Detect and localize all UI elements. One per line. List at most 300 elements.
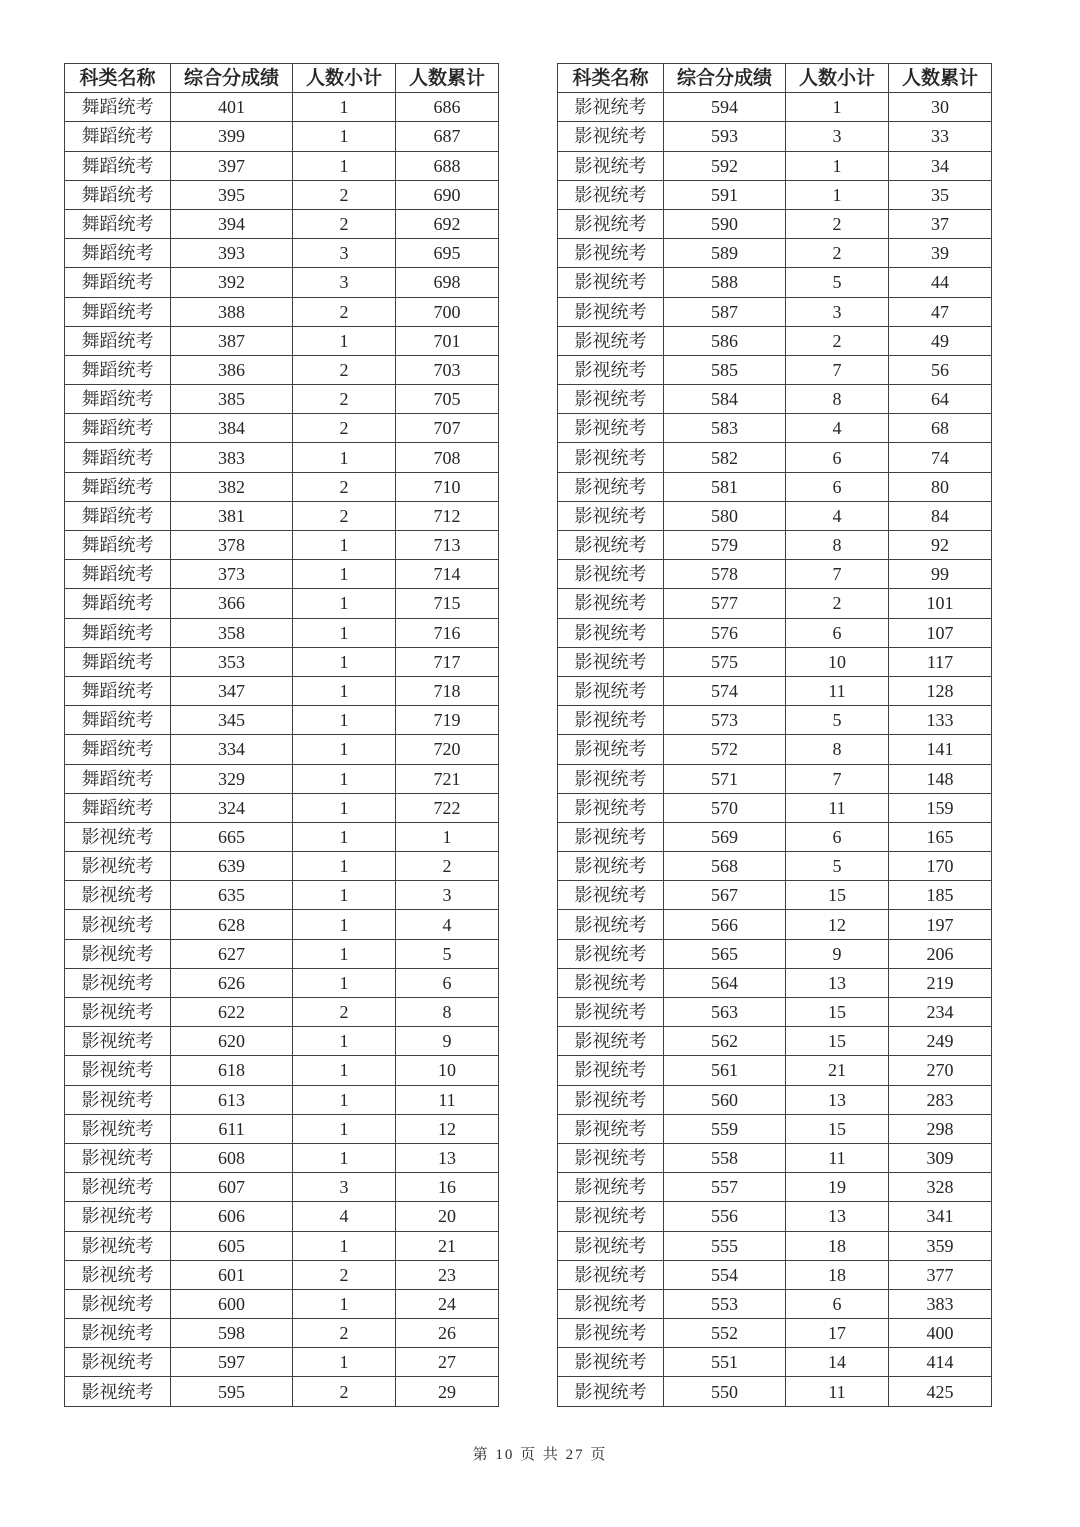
category-cell: 舞蹈统考 <box>65 764 171 793</box>
score-cell: 584 <box>664 385 786 414</box>
subtotal-cell: 17 <box>786 1319 889 1348</box>
subtotal-cell: 7 <box>786 560 889 589</box>
subtotal-cell: 1 <box>293 706 396 735</box>
score-cell: 572 <box>664 735 786 764</box>
score-cell: 566 <box>664 910 786 939</box>
cumulative-cell: 713 <box>396 531 499 560</box>
category-cell: 舞蹈统考 <box>65 676 171 705</box>
score-cell: 628 <box>171 910 293 939</box>
score-cell: 550 <box>664 1377 786 1406</box>
score-cell: 394 <box>171 209 293 238</box>
score-cell: 334 <box>171 735 293 764</box>
table-row <box>558 852 992 881</box>
table-row <box>558 1114 992 1143</box>
subtotal-cell: 1 <box>293 1027 396 1056</box>
subtotal-cell: 10 <box>786 647 889 676</box>
score-cell: 581 <box>664 472 786 501</box>
table-row <box>65 998 499 1027</box>
cumulative-cell: 722 <box>396 793 499 822</box>
category-cell: 影视统考 <box>558 822 664 851</box>
score-cell: 635 <box>171 881 293 910</box>
cumulative-cell: 712 <box>396 501 499 530</box>
table-row <box>558 209 992 238</box>
score-cell: 554 <box>664 1260 786 1289</box>
category-cell: 影视统考 <box>558 239 664 268</box>
category-cell: 影视统考 <box>558 1056 664 1085</box>
cumulative-cell: 695 <box>396 239 499 268</box>
category-cell: 影视统考 <box>558 443 664 472</box>
subtotal-cell: 1 <box>293 676 396 705</box>
cumulative-cell: 4 <box>396 910 499 939</box>
subtotal-cell: 8 <box>786 385 889 414</box>
score-cell: 570 <box>664 793 786 822</box>
score-cell: 587 <box>664 297 786 326</box>
table-row <box>65 385 499 414</box>
cumulative-cell: 686 <box>396 93 499 122</box>
cumulative-cell: 400 <box>889 1319 992 1348</box>
cumulative-cell: 721 <box>396 764 499 793</box>
table-row <box>65 822 499 851</box>
cumulative-cell: 9 <box>396 1027 499 1056</box>
subtotal-cell: 4 <box>293 1202 396 1231</box>
table-row <box>558 414 992 443</box>
category-cell: 影视统考 <box>558 268 664 297</box>
table-row <box>558 1056 992 1085</box>
score-cell: 573 <box>664 706 786 735</box>
subtotal-cell: 1 <box>786 93 889 122</box>
subtotal-cell: 1 <box>293 122 396 151</box>
category-cell: 影视统考 <box>65 968 171 997</box>
category-cell: 影视统考 <box>558 151 664 180</box>
subtotal-cell: 6 <box>786 822 889 851</box>
subtotal-cell: 14 <box>786 1348 889 1377</box>
subtotal-cell: 2 <box>786 326 889 355</box>
subtotal-cell: 8 <box>786 735 889 764</box>
score-cell: 594 <box>664 93 786 122</box>
category-cell: 影视统考 <box>558 618 664 647</box>
subtotal-cell: 9 <box>786 939 889 968</box>
score-cell: 345 <box>171 706 293 735</box>
table-row <box>558 1319 992 1348</box>
score-cell: 665 <box>171 822 293 851</box>
score-cell: 586 <box>664 326 786 355</box>
table-row <box>558 1231 992 1260</box>
cumulative-cell: 141 <box>889 735 992 764</box>
subtotal-cell: 1 <box>293 1143 396 1172</box>
table-row <box>558 1143 992 1172</box>
cumulative-cell: 33 <box>889 122 992 151</box>
category-cell: 影视统考 <box>558 326 664 355</box>
subtotal-cell: 5 <box>786 268 889 297</box>
subtotal-cell: 7 <box>786 764 889 793</box>
column-header: 人数累计 <box>889 64 992 93</box>
table-row <box>558 735 992 764</box>
score-cell: 329 <box>171 764 293 793</box>
subtotal-cell: 1 <box>293 151 396 180</box>
subtotal-cell: 4 <box>786 414 889 443</box>
subtotal-cell: 6 <box>786 443 889 472</box>
subtotal-cell: 2 <box>293 385 396 414</box>
table-row <box>65 472 499 501</box>
subtotal-cell: 2 <box>293 180 396 209</box>
table-row <box>65 852 499 881</box>
subtotal-cell: 13 <box>786 968 889 997</box>
cumulative-cell: 234 <box>889 998 992 1027</box>
subtotal-cell: 15 <box>786 1114 889 1143</box>
score-cell: 324 <box>171 793 293 822</box>
table-row <box>558 910 992 939</box>
score-cell: 562 <box>664 1027 786 1056</box>
table-row <box>558 531 992 560</box>
table-row <box>558 1289 992 1318</box>
table-row <box>65 968 499 997</box>
score-cell: 381 <box>171 501 293 530</box>
subtotal-cell: 1 <box>293 647 396 676</box>
subtotal-cell: 1 <box>786 151 889 180</box>
cumulative-cell: 707 <box>396 414 499 443</box>
cumulative-cell: 117 <box>889 647 992 676</box>
cumulative-cell: 64 <box>889 385 992 414</box>
subtotal-cell: 8 <box>786 531 889 560</box>
table-row <box>558 297 992 326</box>
cumulative-cell: 1 <box>396 822 499 851</box>
category-cell: 影视统考 <box>558 209 664 238</box>
cumulative-cell: 11 <box>396 1085 499 1114</box>
score-cell: 583 <box>664 414 786 443</box>
category-cell: 影视统考 <box>65 1260 171 1289</box>
score-cell: 392 <box>171 268 293 297</box>
cumulative-cell: 16 <box>396 1173 499 1202</box>
cumulative-cell: 44 <box>889 268 992 297</box>
score-cell: 397 <box>171 151 293 180</box>
table-row <box>65 881 499 910</box>
category-cell: 舞蹈统考 <box>65 355 171 384</box>
subtotal-cell: 1 <box>293 1056 396 1085</box>
table-row <box>558 618 992 647</box>
cumulative-cell: 687 <box>396 122 499 151</box>
cumulative-cell: 720 <box>396 735 499 764</box>
page-number-footer: 第 10 页 共 27 页 <box>472 1447 608 1463</box>
table-row <box>65 1231 499 1260</box>
table-row <box>558 151 992 180</box>
cumulative-cell: 185 <box>889 881 992 910</box>
category-cell: 影视统考 <box>558 1231 664 1260</box>
score-cell: 560 <box>664 1085 786 1114</box>
cumulative-cell: 309 <box>889 1143 992 1172</box>
score-cell: 383 <box>171 443 293 472</box>
table-row <box>558 443 992 472</box>
subtotal-cell: 15 <box>786 1027 889 1056</box>
table-row <box>558 706 992 735</box>
category-cell: 影视统考 <box>558 560 664 589</box>
table-row <box>65 1377 499 1406</box>
subtotal-cell: 1 <box>293 589 396 618</box>
subtotal-cell: 18 <box>786 1231 889 1260</box>
subtotal-cell: 1 <box>786 180 889 209</box>
subtotal-cell: 1 <box>293 1114 396 1143</box>
score-cell: 386 <box>171 355 293 384</box>
score-cell: 387 <box>171 326 293 355</box>
score-cell: 556 <box>664 1202 786 1231</box>
category-cell: 影视统考 <box>558 735 664 764</box>
table-row <box>65 1143 499 1172</box>
category-cell: 舞蹈统考 <box>65 531 171 560</box>
table-row <box>558 93 992 122</box>
category-cell: 舞蹈统考 <box>65 501 171 530</box>
category-cell: 影视统考 <box>558 1114 664 1143</box>
subtotal-cell: 6 <box>786 472 889 501</box>
cumulative-cell: 703 <box>396 355 499 384</box>
cumulative-cell: 24 <box>396 1289 499 1318</box>
score-cell: 577 <box>664 589 786 618</box>
cumulative-cell: 80 <box>889 472 992 501</box>
table-row <box>558 676 992 705</box>
category-cell: 影视统考 <box>558 881 664 910</box>
cumulative-cell: 2 <box>396 852 499 881</box>
subtotal-cell: 15 <box>786 998 889 1027</box>
table-row <box>65 414 499 443</box>
category-cell: 影视统考 <box>65 1348 171 1377</box>
column-header: 人数小计 <box>786 64 889 93</box>
table-row <box>558 589 992 618</box>
category-cell: 影视统考 <box>558 968 664 997</box>
category-cell: 舞蹈统考 <box>65 326 171 355</box>
category-cell: 影视统考 <box>558 1085 664 1114</box>
subtotal-cell: 12 <box>786 910 889 939</box>
score-cell: 622 <box>171 998 293 1027</box>
subtotal-cell: 13 <box>786 1085 889 1114</box>
category-cell: 影视统考 <box>558 1143 664 1172</box>
cumulative-cell: 170 <box>889 852 992 881</box>
score-cell: 590 <box>664 209 786 238</box>
table-row <box>65 1114 499 1143</box>
category-cell: 舞蹈统考 <box>65 618 171 647</box>
cumulative-cell: 197 <box>889 910 992 939</box>
score-cell: 385 <box>171 385 293 414</box>
cumulative-cell: 717 <box>396 647 499 676</box>
subtotal-cell: 2 <box>293 1377 396 1406</box>
score-cell: 579 <box>664 531 786 560</box>
cumulative-cell: 718 <box>396 676 499 705</box>
category-cell: 影视统考 <box>558 1319 664 1348</box>
cumulative-cell: 74 <box>889 443 992 472</box>
score-cell: 567 <box>664 881 786 910</box>
category-cell: 影视统考 <box>558 1027 664 1056</box>
cumulative-cell: 701 <box>396 326 499 355</box>
score-cell: 553 <box>664 1289 786 1318</box>
category-cell: 影视统考 <box>558 647 664 676</box>
table-row <box>558 968 992 997</box>
table-row <box>65 589 499 618</box>
table-row <box>65 326 499 355</box>
table-row <box>65 268 499 297</box>
category-cell: 舞蹈统考 <box>65 472 171 501</box>
subtotal-cell: 1 <box>293 1085 396 1114</box>
subtotal-cell: 1 <box>293 618 396 647</box>
table-row <box>558 1027 992 1056</box>
score-cell: 551 <box>664 1348 786 1377</box>
subtotal-cell: 18 <box>786 1260 889 1289</box>
header-row <box>65 64 499 93</box>
category-cell: 舞蹈统考 <box>65 297 171 326</box>
category-cell: 舞蹈统考 <box>65 793 171 822</box>
table-row <box>558 1377 992 1406</box>
table-row <box>65 706 499 735</box>
subtotal-cell: 2 <box>786 589 889 618</box>
category-cell: 影视统考 <box>65 910 171 939</box>
cumulative-cell: 270 <box>889 1056 992 1085</box>
table-row <box>65 764 499 793</box>
score-cell: 393 <box>171 239 293 268</box>
cumulative-cell: 165 <box>889 822 992 851</box>
score-table-right <box>557 63 992 1407</box>
category-cell: 影视统考 <box>65 939 171 968</box>
score-cell: 395 <box>171 180 293 209</box>
subtotal-cell: 1 <box>293 793 396 822</box>
category-cell: 舞蹈统考 <box>65 122 171 151</box>
category-cell: 影视统考 <box>558 589 664 618</box>
cumulative-cell: 5 <box>396 939 499 968</box>
score-cell: 600 <box>171 1289 293 1318</box>
score-cell: 358 <box>171 618 293 647</box>
table-row <box>558 764 992 793</box>
score-cell: 353 <box>171 647 293 676</box>
subtotal-cell: 1 <box>293 531 396 560</box>
score-cell: 601 <box>171 1260 293 1289</box>
subtotal-cell: 21 <box>786 1056 889 1085</box>
subtotal-cell: 1 <box>293 443 396 472</box>
category-cell: 影视统考 <box>558 531 664 560</box>
table-row <box>65 1260 499 1289</box>
category-cell: 舞蹈统考 <box>65 443 171 472</box>
subtotal-cell: 11 <box>786 1377 889 1406</box>
category-cell: 舞蹈统考 <box>65 180 171 209</box>
cumulative-cell: 3 <box>396 881 499 910</box>
subtotal-cell: 5 <box>786 706 889 735</box>
score-cell: 611 <box>171 1114 293 1143</box>
category-cell: 影视统考 <box>558 385 664 414</box>
score-cell: 557 <box>664 1173 786 1202</box>
column-header: 科类名称 <box>558 64 664 93</box>
score-cell: 595 <box>171 1377 293 1406</box>
category-cell: 影视统考 <box>558 93 664 122</box>
category-cell: 影视统考 <box>65 998 171 1027</box>
column-header: 人数累计 <box>396 64 499 93</box>
cumulative-cell: 101 <box>889 589 992 618</box>
category-cell: 影视统考 <box>558 1348 664 1377</box>
table-row <box>65 93 499 122</box>
score-cell: 574 <box>664 676 786 705</box>
subtotal-cell: 2 <box>293 1319 396 1348</box>
category-cell: 影视统考 <box>65 1231 171 1260</box>
category-cell: 影视统考 <box>65 1114 171 1143</box>
subtotal-cell: 1 <box>293 822 396 851</box>
category-cell: 影视统考 <box>65 822 171 851</box>
subtotal-cell: 2 <box>293 1260 396 1289</box>
table-row <box>558 881 992 910</box>
subtotal-cell: 2 <box>293 355 396 384</box>
category-cell: 影视统考 <box>65 1085 171 1114</box>
table-row <box>65 297 499 326</box>
table-row <box>65 531 499 560</box>
table-row <box>65 1289 499 1318</box>
category-cell: 影视统考 <box>558 122 664 151</box>
category-cell: 舞蹈统考 <box>65 93 171 122</box>
cumulative-cell: 49 <box>889 326 992 355</box>
category-cell: 影视统考 <box>558 1173 664 1202</box>
score-cell: 373 <box>171 560 293 589</box>
score-cell: 627 <box>171 939 293 968</box>
score-cell: 568 <box>664 852 786 881</box>
cumulative-cell: 8 <box>396 998 499 1027</box>
category-cell: 舞蹈统考 <box>65 239 171 268</box>
category-cell: 影视统考 <box>65 1173 171 1202</box>
column-header: 综合分成绩 <box>171 64 293 93</box>
score-cell: 563 <box>664 998 786 1027</box>
score-cell: 598 <box>171 1319 293 1348</box>
subtotal-cell: 11 <box>786 793 889 822</box>
score-cell: 401 <box>171 93 293 122</box>
category-cell: 舞蹈统考 <box>65 385 171 414</box>
category-cell: 影视统考 <box>65 1319 171 1348</box>
cumulative-cell: 719 <box>396 706 499 735</box>
subtotal-cell: 2 <box>786 239 889 268</box>
category-cell: 影视统考 <box>65 1056 171 1085</box>
score-cell: 384 <box>171 414 293 443</box>
table-row <box>558 355 992 384</box>
subtotal-cell: 3 <box>786 122 889 151</box>
score-cell: 347 <box>171 676 293 705</box>
subtotal-cell: 1 <box>293 881 396 910</box>
subtotal-cell: 15 <box>786 881 889 910</box>
category-cell: 舞蹈统考 <box>65 209 171 238</box>
cumulative-cell: 29 <box>396 1377 499 1406</box>
table-row <box>65 443 499 472</box>
category-cell: 舞蹈统考 <box>65 151 171 180</box>
cumulative-cell: 148 <box>889 764 992 793</box>
cumulative-cell: 13 <box>396 1143 499 1172</box>
cumulative-cell: 21 <box>396 1231 499 1260</box>
cumulative-cell: 692 <box>396 209 499 238</box>
score-cell: 588 <box>664 268 786 297</box>
table-row <box>65 1085 499 1114</box>
table-row <box>558 647 992 676</box>
cumulative-cell: 56 <box>889 355 992 384</box>
score-cell: 589 <box>664 239 786 268</box>
table-row <box>65 180 499 209</box>
cumulative-cell: 26 <box>396 1319 499 1348</box>
subtotal-cell: 5 <box>786 852 889 881</box>
score-cell: 620 <box>171 1027 293 1056</box>
cumulative-cell: 159 <box>889 793 992 822</box>
cumulative-cell: 710 <box>396 472 499 501</box>
score-cell: 607 <box>171 1173 293 1202</box>
subtotal-cell: 2 <box>786 209 889 238</box>
subtotal-cell: 1 <box>293 735 396 764</box>
table-row <box>65 1202 499 1231</box>
table-row <box>65 560 499 589</box>
column-header: 人数小计 <box>293 64 396 93</box>
score-cell: 552 <box>664 1319 786 1348</box>
table-row <box>65 355 499 384</box>
category-cell: 影视统考 <box>65 1143 171 1172</box>
cumulative-cell: 23 <box>396 1260 499 1289</box>
cumulative-cell: 12 <box>396 1114 499 1143</box>
subtotal-cell: 2 <box>293 472 396 501</box>
subtotal-cell: 6 <box>786 1289 889 1318</box>
cumulative-cell: 30 <box>889 93 992 122</box>
table-row <box>558 180 992 209</box>
